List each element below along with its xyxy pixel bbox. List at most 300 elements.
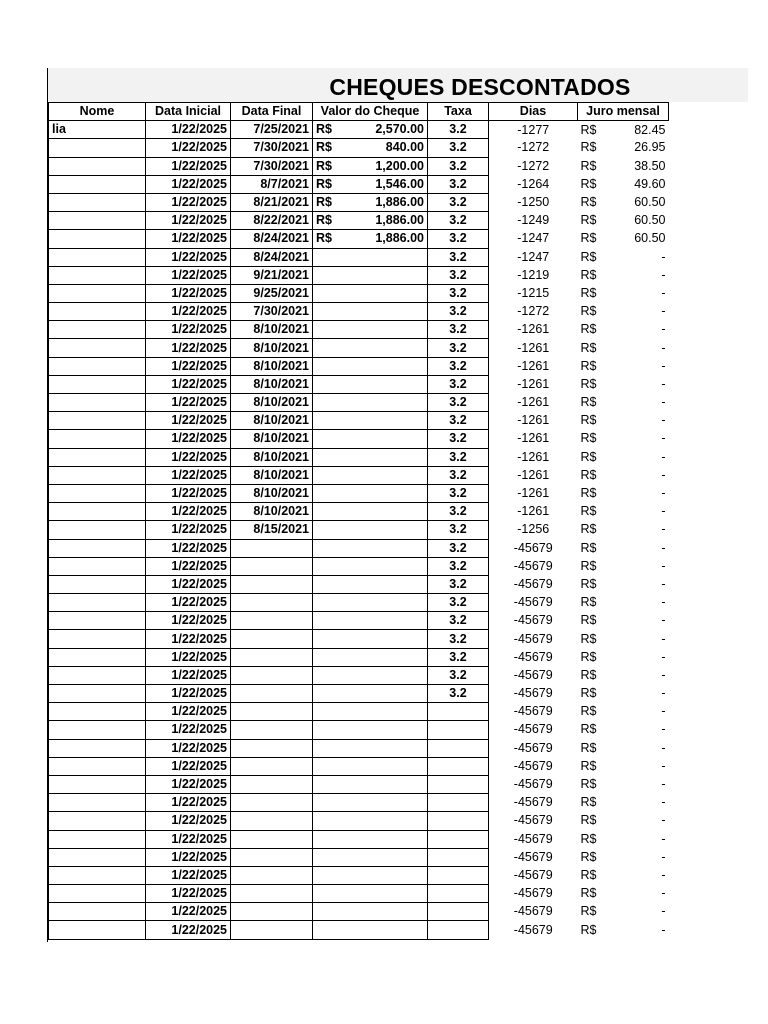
cell-juro-mensal[interactable]: -	[661, 285, 666, 300]
cell-juro-currency[interactable]: R$	[580, 740, 597, 755]
cell-juro-currency[interactable]: R$	[580, 467, 597, 482]
cell-data-final[interactable]: 8/21/2021	[231, 193, 313, 211]
cell-data-inicial[interactable]: 1/22/2025	[146, 757, 231, 775]
cell-juro-mensal[interactable]: -	[661, 467, 666, 482]
cell-valor-do-cheque[interactable]	[313, 812, 428, 830]
cell-valor-do-cheque[interactable]	[313, 703, 428, 721]
cell-juro-mensal[interactable]: -	[661, 413, 666, 428]
cell-taxa[interactable]: 3.2	[428, 357, 489, 375]
cell-dias[interactable]: -45679	[513, 649, 553, 664]
cell-data-final[interactable]	[231, 885, 313, 903]
cell-taxa[interactable]	[428, 848, 489, 866]
cell-valor-do-cheque[interactable]	[313, 193, 428, 211]
cell-data-final[interactable]: 9/21/2021	[231, 266, 313, 284]
cell-valor-do-cheque[interactable]	[313, 284, 428, 302]
cell-juro-mensal[interactable]: -	[661, 667, 666, 682]
cell-data-final[interactable]	[231, 648, 313, 666]
cell-taxa[interactable]: 3.2	[428, 412, 489, 430]
cell-valor-do-cheque[interactable]	[313, 466, 428, 484]
cell-juro-mensal[interactable]: -	[661, 249, 666, 264]
cell-valor-do-cheque[interactable]	[313, 139, 428, 157]
cell-nome[interactable]	[49, 594, 146, 612]
cell-taxa[interactable]: 3.2	[428, 666, 489, 684]
cell-taxa[interactable]	[428, 721, 489, 739]
cell-taxa[interactable]: 3.2	[428, 212, 489, 230]
cell-nome[interactable]	[49, 775, 146, 793]
cell-juro-mensal[interactable]: 60.50	[634, 195, 666, 210]
cell-juro-mensal[interactable]: -	[661, 849, 666, 864]
cell-taxa[interactable]	[428, 812, 489, 830]
cell-juro-currency[interactable]: R$	[580, 395, 597, 410]
cell-dias[interactable]: -1249	[517, 213, 550, 228]
cell-data-inicial[interactable]: 1/22/2025	[146, 903, 231, 921]
cell-data-inicial[interactable]: 1/22/2025	[146, 303, 231, 321]
cell-valor-do-cheque[interactable]	[313, 484, 428, 502]
cell-dias[interactable]: -1277	[517, 122, 550, 137]
cell-data-final[interactable]: 8/10/2021	[231, 466, 313, 484]
cell-taxa[interactable]	[428, 794, 489, 812]
cell-taxa[interactable]	[428, 775, 489, 793]
cell-taxa[interactable]: 3.2	[428, 303, 489, 321]
cell-dias[interactable]: -1261	[517, 431, 550, 446]
cell-nome[interactable]	[49, 248, 146, 266]
cell-dias[interactable]: -1261	[517, 395, 550, 410]
cell-taxa[interactable]: 3.2	[428, 539, 489, 557]
cell-taxa[interactable]	[428, 830, 489, 848]
cell-valor-do-cheque[interactable]	[313, 157, 428, 175]
cell-data-inicial[interactable]: 1/22/2025	[146, 157, 231, 175]
cell-valor-do-cheque[interactable]	[313, 357, 428, 375]
cell-juro-mensal[interactable]: -	[661, 722, 666, 737]
cell-data-inicial[interactable]: 1/22/2025	[146, 557, 231, 575]
cell-data-final[interactable]	[231, 812, 313, 830]
cell-nome[interactable]	[49, 721, 146, 739]
cell-valor-do-cheque[interactable]	[313, 521, 428, 539]
cell-nome[interactable]	[49, 484, 146, 502]
cell-nome[interactable]	[49, 794, 146, 812]
cell-juro-mensal[interactable]: -	[661, 813, 666, 828]
cell-juro-mensal[interactable]: -	[661, 376, 666, 391]
cell-nome[interactable]	[49, 921, 146, 939]
cell-valor-do-cheque[interactable]	[313, 321, 428, 339]
cell-data-inicial[interactable]: 1/22/2025	[146, 848, 231, 866]
cell-nome[interactable]	[49, 575, 146, 593]
cell-valor-do-cheque[interactable]	[313, 212, 428, 230]
cell-valor-do-cheque[interactable]	[313, 375, 428, 393]
cell-valor-do-cheque[interactable]	[313, 594, 428, 612]
cell-juro-currency[interactable]: R$	[580, 358, 597, 373]
cell-nome[interactable]	[49, 303, 146, 321]
cell-data-inicial[interactable]: 1/22/2025	[146, 193, 231, 211]
cell-juro-currency[interactable]: R$	[580, 831, 597, 846]
cell-data-inicial[interactable]: 1/22/2025	[146, 212, 231, 230]
cell-valor-do-cheque[interactable]	[313, 866, 428, 884]
cell-taxa[interactable]	[428, 757, 489, 775]
cell-valor-do-cheque[interactable]	[313, 721, 428, 739]
cell-data-final[interactable]	[231, 539, 313, 557]
cell-nome[interactable]	[49, 539, 146, 557]
cell-taxa[interactable]	[428, 866, 489, 884]
cell-data-inicial[interactable]: 1/22/2025	[146, 266, 231, 284]
cell-data-final[interactable]: 8/24/2021	[231, 248, 313, 266]
cell-dias[interactable]: -45679	[513, 740, 553, 755]
cell-data-final[interactable]: 8/10/2021	[231, 357, 313, 375]
cell-nome[interactable]	[49, 193, 146, 211]
cell-data-final[interactable]	[231, 721, 313, 739]
cell-valor-do-cheque[interactable]	[313, 885, 428, 903]
cell-juro-mensal[interactable]: -	[661, 267, 666, 282]
cell-data-inicial[interactable]: 1/22/2025	[146, 466, 231, 484]
cell-juro-currency[interactable]: R$	[580, 158, 597, 173]
cell-valor-do-cheque[interactable]	[313, 848, 428, 866]
cell-juro-currency[interactable]: R$	[580, 777, 597, 792]
cell-juro-currency[interactable]: R$	[580, 122, 597, 137]
cell-nome[interactable]	[49, 630, 146, 648]
cell-taxa[interactable]: 3.2	[428, 521, 489, 539]
cell-juro-currency[interactable]: R$	[580, 522, 597, 537]
cell-juro-mensal[interactable]: -	[661, 595, 666, 610]
cell-dias[interactable]: -45679	[513, 613, 553, 628]
cell-juro-currency[interactable]: R$	[580, 922, 597, 937]
cell-juro-currency[interactable]: R$	[580, 213, 597, 228]
cell-data-inicial[interactable]: 1/22/2025	[146, 685, 231, 703]
cell-nome[interactable]	[49, 503, 146, 521]
cell-juro-currency[interactable]: R$	[580, 595, 597, 610]
cell-taxa[interactable]: 3.2	[428, 466, 489, 484]
cell-juro-mensal[interactable]: 60.50	[634, 213, 666, 228]
cell-nome[interactable]	[49, 266, 146, 284]
cell-juro-mensal[interactable]: -	[661, 449, 666, 464]
cell-dias[interactable]: -45679	[513, 667, 553, 682]
cell-data-final[interactable]: 8/10/2021	[231, 430, 313, 448]
cell-nome[interactable]	[49, 175, 146, 193]
cell-taxa[interactable]: 3.2	[428, 121, 489, 139]
cell-data-inicial[interactable]: 1/22/2025	[146, 830, 231, 848]
cell-valor-do-cheque[interactable]	[313, 685, 428, 703]
cell-dias[interactable]: -1272	[517, 140, 550, 155]
cell-valor-do-cheque[interactable]	[313, 412, 428, 430]
cell-data-final[interactable]	[231, 757, 313, 775]
cell-data-final[interactable]: 8/10/2021	[231, 321, 313, 339]
cell-data-final[interactable]: 8/10/2021	[231, 412, 313, 430]
cell-juro-currency[interactable]: R$	[580, 540, 597, 555]
cell-juro-currency[interactable]: R$	[580, 722, 597, 737]
cell-juro-currency[interactable]: R$	[580, 504, 597, 519]
cell-taxa[interactable]: 3.2	[428, 193, 489, 211]
cell-taxa[interactable]: 3.2	[428, 648, 489, 666]
cell-data-inicial[interactable]: 1/22/2025	[146, 139, 231, 157]
cell-dias[interactable]: -1256	[517, 522, 550, 537]
cell-valor-do-cheque[interactable]	[313, 248, 428, 266]
cell-valor-do-cheque[interactable]	[313, 394, 428, 412]
cell-valor-do-cheque[interactable]	[313, 430, 428, 448]
cell-data-inicial[interactable]: 1/22/2025	[146, 885, 231, 903]
cell-data-inicial[interactable]: 1/22/2025	[146, 521, 231, 539]
cell-nome[interactable]	[49, 557, 146, 575]
cell-nome[interactable]	[49, 448, 146, 466]
cell-juro-currency[interactable]: R$	[580, 704, 597, 719]
cell-dias[interactable]: -45679	[513, 831, 553, 846]
cell-valor-do-cheque[interactable]	[313, 557, 428, 575]
cell-juro-currency[interactable]: R$	[580, 340, 597, 355]
cell-valor-do-cheque[interactable]	[313, 612, 428, 630]
cell-dias[interactable]: -1261	[517, 449, 550, 464]
cell-nome[interactable]	[49, 466, 146, 484]
cell-data-inicial[interactable]: 1/22/2025	[146, 866, 231, 884]
cell-nome[interactable]	[49, 866, 146, 884]
cell-data-inicial[interactable]: 1/22/2025	[146, 539, 231, 557]
cell-data-inicial[interactable]: 1/22/2025	[146, 321, 231, 339]
cell-data-final[interactable]: 8/10/2021	[231, 484, 313, 502]
cell-data-inicial[interactable]: 1/22/2025	[146, 248, 231, 266]
cell-juro-mensal[interactable]: -	[661, 504, 666, 519]
cell-juro-mensal[interactable]: -	[661, 340, 666, 355]
cell-nome[interactable]	[49, 321, 146, 339]
cell-dias[interactable]: -1261	[517, 322, 550, 337]
cell-nome[interactable]	[49, 903, 146, 921]
cell-taxa[interactable]	[428, 739, 489, 757]
cell-dias[interactable]: -45679	[513, 540, 553, 555]
cell-dias[interactable]: -1215	[517, 285, 550, 300]
cell-dias[interactable]: -1261	[517, 376, 550, 391]
cell-data-inicial[interactable]: 1/22/2025	[146, 921, 231, 939]
cell-data-inicial[interactable]: 1/22/2025	[146, 666, 231, 684]
cell-juro-mensal[interactable]: 38.50	[634, 158, 666, 173]
cell-data-inicial[interactable]: 1/22/2025	[146, 703, 231, 721]
cell-nome[interactable]	[49, 157, 146, 175]
cell-taxa[interactable]: 3.2	[428, 630, 489, 648]
cell-juro-mensal[interactable]: -	[661, 322, 666, 337]
cell-taxa[interactable]: 3.2	[428, 139, 489, 157]
cell-dias[interactable]: -45679	[513, 722, 553, 737]
cell-juro-mensal[interactable]: -	[661, 395, 666, 410]
cell-data-final[interactable]	[231, 575, 313, 593]
cell-data-final[interactable]	[231, 685, 313, 703]
cell-taxa[interactable]: 3.2	[428, 339, 489, 357]
cell-juro-mensal[interactable]: 82.45	[634, 122, 666, 137]
cell-juro-mensal[interactable]: -	[661, 613, 666, 628]
cell-juro-currency[interactable]: R$	[580, 849, 597, 864]
cell-data-inicial[interactable]: 1/22/2025	[146, 284, 231, 302]
cell-valor-do-cheque[interactable]	[313, 775, 428, 793]
cell-data-final[interactable]	[231, 903, 313, 921]
cell-data-final[interactable]: 8/7/2021	[231, 175, 313, 193]
header-data-inicial[interactable]: Data Inicial	[146, 103, 231, 121]
cell-juro-currency[interactable]: R$	[580, 686, 597, 701]
cell-taxa[interactable]: 3.2	[428, 394, 489, 412]
cell-data-final[interactable]: 8/10/2021	[231, 394, 313, 412]
cell-juro-mensal[interactable]: -	[661, 540, 666, 555]
cell-juro-currency[interactable]: R$	[580, 249, 597, 264]
cell-juro-mensal[interactable]: -	[661, 740, 666, 755]
cell-dias[interactable]: -1272	[517, 158, 550, 173]
cell-juro-mensal[interactable]: 49.60	[634, 176, 666, 191]
cell-juro-mensal[interactable]: -	[661, 704, 666, 719]
cell-data-inicial[interactable]: 1/22/2025	[146, 812, 231, 830]
cell-data-inicial[interactable]: 1/22/2025	[146, 575, 231, 593]
cell-juro-mensal[interactable]: -	[661, 777, 666, 792]
cell-taxa[interactable]: 3.2	[428, 430, 489, 448]
cell-data-final[interactable]: 7/30/2021	[231, 139, 313, 157]
cell-dias[interactable]: -45679	[513, 704, 553, 719]
cell-data-final[interactable]	[231, 739, 313, 757]
cell-dias[interactable]: -1247	[517, 249, 550, 264]
cell-data-inicial[interactable]: 1/22/2025	[146, 448, 231, 466]
cell-juro-mensal[interactable]: -	[661, 886, 666, 901]
cell-juro-currency[interactable]: R$	[580, 449, 597, 464]
cell-juro-mensal[interactable]: -	[661, 576, 666, 591]
cell-dias[interactable]: -45679	[513, 904, 553, 919]
cell-juro-mensal[interactable]: -	[661, 795, 666, 810]
cell-nome[interactable]	[49, 703, 146, 721]
cell-data-final[interactable]: 7/25/2021	[231, 121, 313, 139]
cell-data-final[interactable]: 8/22/2021	[231, 212, 313, 230]
cell-juro-currency[interactable]: R$	[580, 176, 597, 191]
cell-juro-mensal[interactable]: -	[661, 304, 666, 319]
cell-dias[interactable]: -1261	[517, 504, 550, 519]
cell-data-final[interactable]: 9/25/2021	[231, 284, 313, 302]
cell-juro-currency[interactable]: R$	[580, 195, 597, 210]
cell-nome[interactable]	[49, 812, 146, 830]
cell-data-inicial[interactable]: 1/22/2025	[146, 412, 231, 430]
cell-dias[interactable]: -1247	[517, 231, 550, 246]
cell-data-inicial[interactable]: 1/22/2025	[146, 721, 231, 739]
cell-taxa[interactable]: 3.2	[428, 484, 489, 502]
cell-data-final[interactable]	[231, 666, 313, 684]
cell-juro-mensal[interactable]: -	[661, 431, 666, 446]
cell-nome[interactable]	[49, 430, 146, 448]
cell-juro-currency[interactable]: R$	[580, 795, 597, 810]
cell-taxa[interactable]: 3.2	[428, 266, 489, 284]
cell-dias[interactable]: -1261	[517, 486, 550, 501]
cell-dias[interactable]: -45679	[513, 595, 553, 610]
cell-data-final[interactable]	[231, 830, 313, 848]
cell-dias[interactable]: -1272	[517, 304, 550, 319]
cell-dias[interactable]: -45679	[513, 867, 553, 882]
cell-taxa[interactable]: 3.2	[428, 230, 489, 248]
cell-valor-do-cheque[interactable]	[313, 757, 428, 775]
cell-juro-currency[interactable]: R$	[580, 576, 597, 591]
cell-data-final[interactable]	[231, 612, 313, 630]
cell-data-final[interactable]	[231, 630, 313, 648]
cell-data-final[interactable]	[231, 866, 313, 884]
cell-data-inicial[interactable]: 1/22/2025	[146, 430, 231, 448]
cell-juro-currency[interactable]: R$	[580, 558, 597, 573]
cell-dias[interactable]: -45679	[513, 886, 553, 901]
cell-data-inicial[interactable]: 1/22/2025	[146, 339, 231, 357]
cell-dias[interactable]: -45679	[513, 558, 553, 573]
cell-juro-currency[interactable]: R$	[580, 667, 597, 682]
cell-valor-do-cheque[interactable]	[313, 121, 428, 139]
cell-dias[interactable]: -45679	[513, 813, 553, 828]
cell-dias[interactable]: -1264	[517, 176, 550, 191]
cell-data-inicial[interactable]: 1/22/2025	[146, 630, 231, 648]
cell-dias[interactable]: -1261	[517, 467, 550, 482]
cell-valor-do-cheque[interactable]	[313, 539, 428, 557]
cell-dias[interactable]: -1261	[517, 413, 550, 428]
cell-data-final[interactable]	[231, 703, 313, 721]
cell-valor-do-cheque[interactable]	[313, 921, 428, 939]
cell-data-inicial[interactable]: 1/22/2025	[146, 375, 231, 393]
cell-nome[interactable]	[49, 375, 146, 393]
cell-nome[interactable]	[49, 739, 146, 757]
cell-dias[interactable]: -45679	[513, 576, 553, 591]
cell-valor-do-cheque[interactable]	[313, 575, 428, 593]
cell-taxa[interactable]: 3.2	[428, 175, 489, 193]
cell-nome[interactable]	[49, 339, 146, 357]
cell-data-inicial[interactable]: 1/22/2025	[146, 648, 231, 666]
cell-valor-do-cheque[interactable]	[313, 830, 428, 848]
cell-juro-currency[interactable]: R$	[580, 267, 597, 282]
cell-dias[interactable]: -1219	[517, 267, 550, 282]
cell-taxa[interactable]: 3.2	[428, 375, 489, 393]
cell-nome[interactable]	[49, 612, 146, 630]
cell-taxa[interactable]	[428, 903, 489, 921]
cell-nome[interactable]	[49, 521, 146, 539]
cell-juro-currency[interactable]: R$	[580, 413, 597, 428]
cell-taxa[interactable]: 3.2	[428, 612, 489, 630]
cell-data-inicial[interactable]: 1/22/2025	[146, 503, 231, 521]
cell-nome[interactable]: lia	[49, 121, 146, 139]
cell-dias[interactable]: -45679	[513, 922, 553, 937]
cell-data-inicial[interactable]: 1/22/2025	[146, 394, 231, 412]
cell-juro-currency[interactable]: R$	[580, 904, 597, 919]
header-dias[interactable]: Dias	[489, 103, 578, 121]
cell-juro-mensal[interactable]: -	[661, 867, 666, 882]
cell-juro-currency[interactable]: R$	[580, 140, 597, 155]
cell-taxa[interactable]: 3.2	[428, 557, 489, 575]
header-valor-do-cheque[interactable]: Valor do Cheque	[313, 103, 428, 121]
cell-taxa[interactable]: 3.2	[428, 284, 489, 302]
cell-nome[interactable]	[49, 666, 146, 684]
cell-valor-do-cheque[interactable]	[313, 266, 428, 284]
cell-data-final[interactable]: 7/30/2021	[231, 303, 313, 321]
cell-dias[interactable]: -1261	[517, 358, 550, 373]
cell-taxa[interactable]: 3.2	[428, 157, 489, 175]
cell-data-inicial[interactable]: 1/22/2025	[146, 484, 231, 502]
cell-juro-currency[interactable]: R$	[580, 231, 597, 246]
header-juro-mensal[interactable]: Juro mensal	[578, 103, 669, 121]
cell-taxa[interactable]: 3.2	[428, 685, 489, 703]
cell-valor-do-cheque[interactable]	[313, 630, 428, 648]
cell-nome[interactable]	[49, 885, 146, 903]
cell-data-final[interactable]	[231, 557, 313, 575]
cell-nome[interactable]	[49, 394, 146, 412]
cell-taxa[interactable]: 3.2	[428, 594, 489, 612]
cell-taxa[interactable]: 3.2	[428, 575, 489, 593]
header-taxa[interactable]: Taxa	[428, 103, 489, 121]
cell-dias[interactable]: -45679	[513, 777, 553, 792]
cell-data-inicial[interactable]: 1/22/2025	[146, 612, 231, 630]
cell-taxa[interactable]	[428, 921, 489, 939]
cell-nome[interactable]	[49, 284, 146, 302]
cell-dias[interactable]: -1261	[517, 340, 550, 355]
cell-data-final[interactable]: 8/10/2021	[231, 375, 313, 393]
cell-taxa[interactable]: 3.2	[428, 248, 489, 266]
cell-data-inicial[interactable]: 1/22/2025	[146, 739, 231, 757]
cell-valor-do-cheque[interactable]	[313, 666, 428, 684]
cell-juro-mensal[interactable]: -	[661, 922, 666, 937]
cell-valor-do-cheque[interactable]	[313, 448, 428, 466]
cell-data-inicial[interactable]: 1/22/2025	[146, 775, 231, 793]
cell-data-final[interactable]: 7/30/2021	[231, 157, 313, 175]
cell-juro-currency[interactable]: R$	[580, 304, 597, 319]
cell-valor-do-cheque[interactable]	[313, 230, 428, 248]
cell-nome[interactable]	[49, 685, 146, 703]
cell-data-final[interactable]: 8/10/2021	[231, 448, 313, 466]
header-nome[interactable]: Nome	[49, 103, 146, 121]
cell-juro-mensal[interactable]: -	[661, 486, 666, 501]
